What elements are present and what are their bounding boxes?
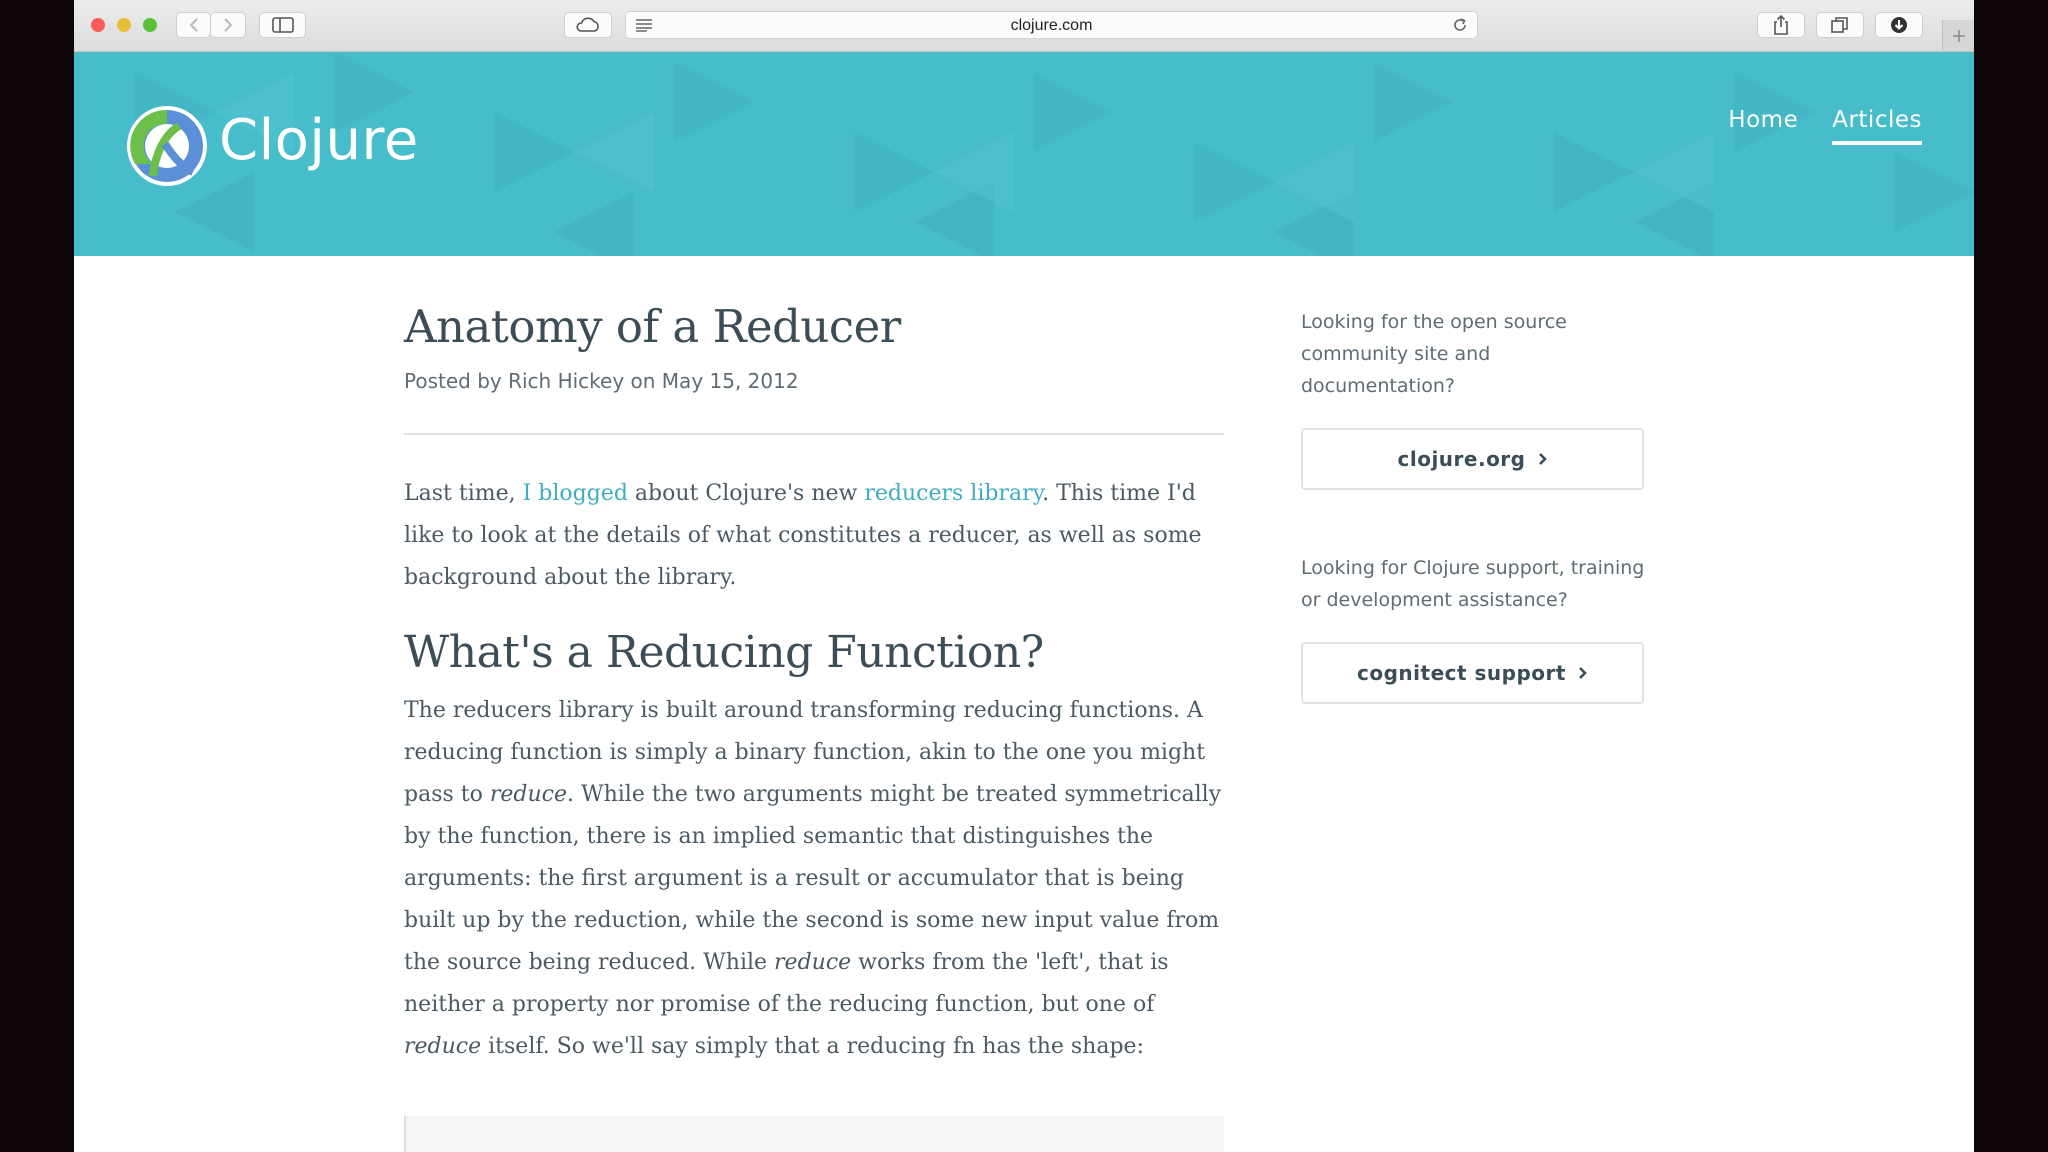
code-block (404, 1116, 1224, 1152)
i-blogged-link[interactable]: I blogged (522, 481, 628, 506)
body-text: works from the 'left', that is neither a property nor promise of the reducing function, but one of (404, 950, 1169, 1017)
support-prompt: Looking for Clojure support, training or development assistance? (1301, 557, 1645, 611)
sidebar-toggle-button[interactable] (259, 12, 306, 38)
forward-button[interactable] (211, 12, 246, 38)
icloud-icon (575, 17, 601, 33)
reduce-emphasis: reduce (489, 782, 567, 807)
close-window-button[interactable] (91, 18, 105, 32)
chevron-right-icon (1538, 452, 1548, 466)
body-paragraph (404, 690, 1224, 1068)
browser-window (74, 0, 1974, 1152)
main-nav (1728, 107, 1922, 145)
chevron-right-icon (1578, 666, 1588, 680)
clojure-org-button[interactable] (1301, 428, 1644, 490)
sidebar-icon (272, 17, 294, 33)
address-bar[interactable] (625, 11, 1478, 39)
community-prompt: Looking for the open source community site and documentation? (1301, 311, 1567, 397)
new-tab-icon (1951, 28, 1967, 44)
intro-text: . This time I'd like to look at the details of what constitutes a reducer, as well as some background about the library. (404, 481, 1202, 590)
minimize-window-button[interactable] (117, 18, 131, 32)
article-byline: Posted by Rich Hickey on May 15, 2012 (404, 369, 799, 393)
browser-toolbar (74, 0, 1974, 52)
new-tab-button[interactable] (1942, 20, 1974, 51)
reduce-emphasis: reduce (774, 950, 852, 975)
section-heading: What's a Reducing Function? (404, 627, 1044, 678)
site-logo-text[interactable]: Clojure (219, 108, 419, 173)
reducers-library-link[interactable]: reducers library (864, 481, 1043, 506)
reload-icon[interactable] (1451, 16, 1469, 34)
intro-text: about Clojure's new (627, 481, 865, 506)
downloads-button[interactable] (1875, 12, 1923, 38)
nav-item-articles[interactable]: Articles (1832, 107, 1922, 145)
body-text: The reducers library is built around transforming reducing functions. A reducing function is simply a binary function, akin to the one you might pass to (404, 698, 1206, 807)
divider (404, 433, 1224, 435)
article (404, 300, 1224, 1068)
intro-paragraph (404, 473, 1224, 599)
article-title: Anatomy of a Reducer (404, 300, 901, 353)
show-all-tabs-button[interactable] (1816, 12, 1864, 38)
sidebar (1301, 306, 1646, 704)
url-text: clojure.com (1010, 17, 1093, 34)
icloud-tabs-button[interactable] (564, 12, 612, 38)
maximize-window-button[interactable] (143, 18, 157, 32)
cognitect-support-label: cognitect support (1357, 661, 1566, 685)
tabs-icon (1831, 16, 1849, 34)
back-button[interactable] (176, 12, 211, 38)
forward-icon (222, 17, 234, 33)
clojure-logo-icon (125, 104, 209, 188)
cognitect-support-button[interactable] (1301, 642, 1644, 704)
reduce-emphasis: reduce (404, 1034, 482, 1059)
site-header (74, 52, 1974, 256)
back-icon (188, 17, 200, 33)
clojure-org-label: clojure.org (1397, 447, 1526, 471)
nav-item-home[interactable]: Home (1728, 107, 1799, 133)
share-icon (1773, 15, 1789, 35)
body-text: itself. So we'll say simply that a reducing fn has the shape: (481, 1034, 1144, 1059)
body-text: . While the two arguments might be treated symmetrically by the function, there is an implied semantic that distinguishes the arguments: the first argument is a result or accumulator that is being built up by the reduction, while the second is some new input value from the source being reduced. While (404, 782, 1222, 975)
intro-text: Last time, (404, 481, 523, 506)
downloads-icon (1890, 16, 1908, 34)
share-button[interactable] (1757, 12, 1805, 38)
